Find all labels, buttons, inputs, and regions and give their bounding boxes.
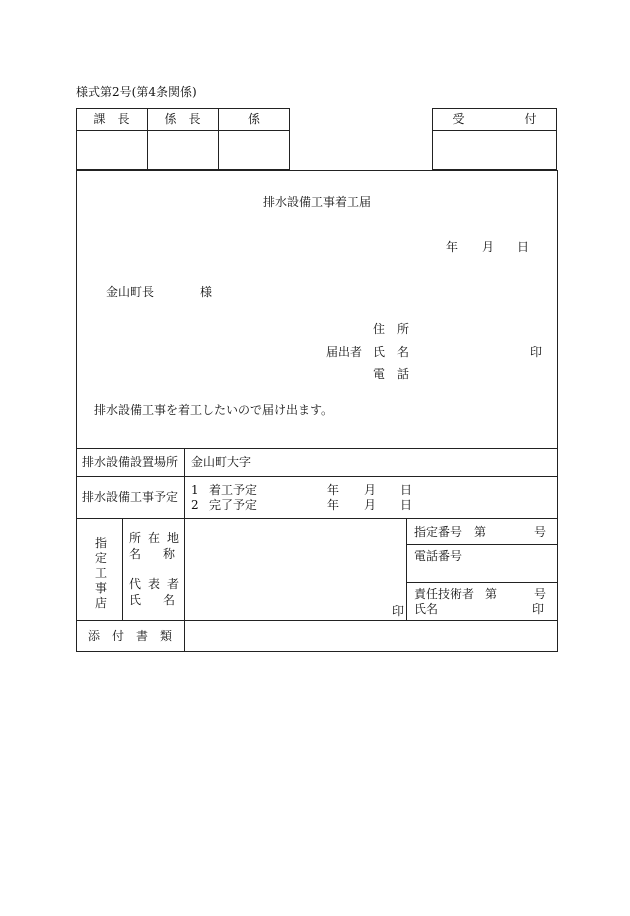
row-line-1 [76,448,558,449]
document-title: 排水設備工事着工届 [262,195,371,209]
designation-suffix: 号 [534,525,547,539]
row-line-3 [76,518,558,519]
contractor-address-label [129,531,187,545]
engineer-prefix: 第 [485,587,498,601]
contractor-right-sep [406,518,407,620]
applicant-address-field[interactable] [412,320,542,338]
date-month: 月 [482,240,495,254]
reception-stamp-area[interactable] [433,131,556,169]
date-day: 日 [517,240,530,254]
schedule-start-number: 1 [191,483,199,497]
schedule-end-day: 日 [400,498,413,512]
contractor-rep-name-label: 氏名 [129,593,198,607]
form-number: 様式第2号(第4条関係) [76,85,197,99]
schedule-end-month: 月 [364,498,377,512]
schedule-start-day: 日 [400,483,413,497]
reception-label: 受 付 [452,112,537,126]
kakari-label: 係 [247,112,260,126]
schedule-end-number: 2 [191,498,199,512]
attachments-label: 添 付 書 類 [87,629,172,643]
contractor-rep-label: 代表者 [129,577,187,591]
contractor-seal: 印 [392,604,405,618]
label-col-sep-upper [184,448,185,518]
designation-prefix: 第 [474,525,487,539]
contractor-label-sep [122,518,123,620]
engineer-label: 責任技術者 [414,587,475,601]
location-value: 金山町大字 [191,455,252,469]
statement: 排水設備工事を着工したいので届け出ます。 [94,403,334,417]
contractor-phone-field[interactable] [414,563,550,579]
contractor-info-field[interactable] [188,522,398,616]
schedule-label: 排水設備工事予定 [81,490,178,504]
applicant-phone-label: 電 話 [373,367,410,381]
schedule-start-year: 年 [327,483,340,497]
designation-divider [406,544,558,545]
ka-cho-label: 課 長 [93,112,130,126]
ka-cho-stamp-box[interactable] [77,131,146,169]
kakari-cho-label: 係 長 [164,112,201,126]
contractor-phone-label: 電話番号 [414,549,463,563]
applicant-prefix: 届出者 [326,345,363,359]
applicant-seal: 印 [530,345,543,359]
applicant-phone-field[interactable] [412,365,542,383]
row-line-2 [76,476,558,477]
schedule-end-year: 年 [327,498,340,512]
contractor-vertical-label: 指定工事店 [94,536,107,610]
contractor-address-label-text: 所在地 [129,531,187,545]
row-line-4 [76,620,558,621]
applicant-address-label: 住 所 [373,322,410,336]
designation-label: 指定番号 [414,525,463,539]
contractor-name-label: 名称 [129,547,198,561]
engineer-suffix: 号 [534,587,547,601]
kakari-stamp-box[interactable] [219,131,289,169]
applicant-name-field[interactable] [412,343,522,361]
engineer-name-label: 氏名 [414,602,439,616]
date-year: 年 [446,240,459,254]
addressee: 金山町長 [106,285,155,299]
location-field[interactable] [250,451,550,473]
schedule-start-month: 月 [364,483,377,497]
schedule-end-label: 完了予定 [209,498,258,512]
phone-divider [406,582,558,583]
attachments-field[interactable] [188,624,553,648]
schedule-start-label: 着工予定 [209,483,258,497]
engineer-seal: 印 [532,602,545,616]
applicant-name-label: 氏 名 [373,345,410,359]
addressee-honorific: 様 [200,285,213,299]
kakari-cho-stamp-box[interactable] [148,131,217,169]
location-label: 排水設備設置場所 [81,455,178,469]
